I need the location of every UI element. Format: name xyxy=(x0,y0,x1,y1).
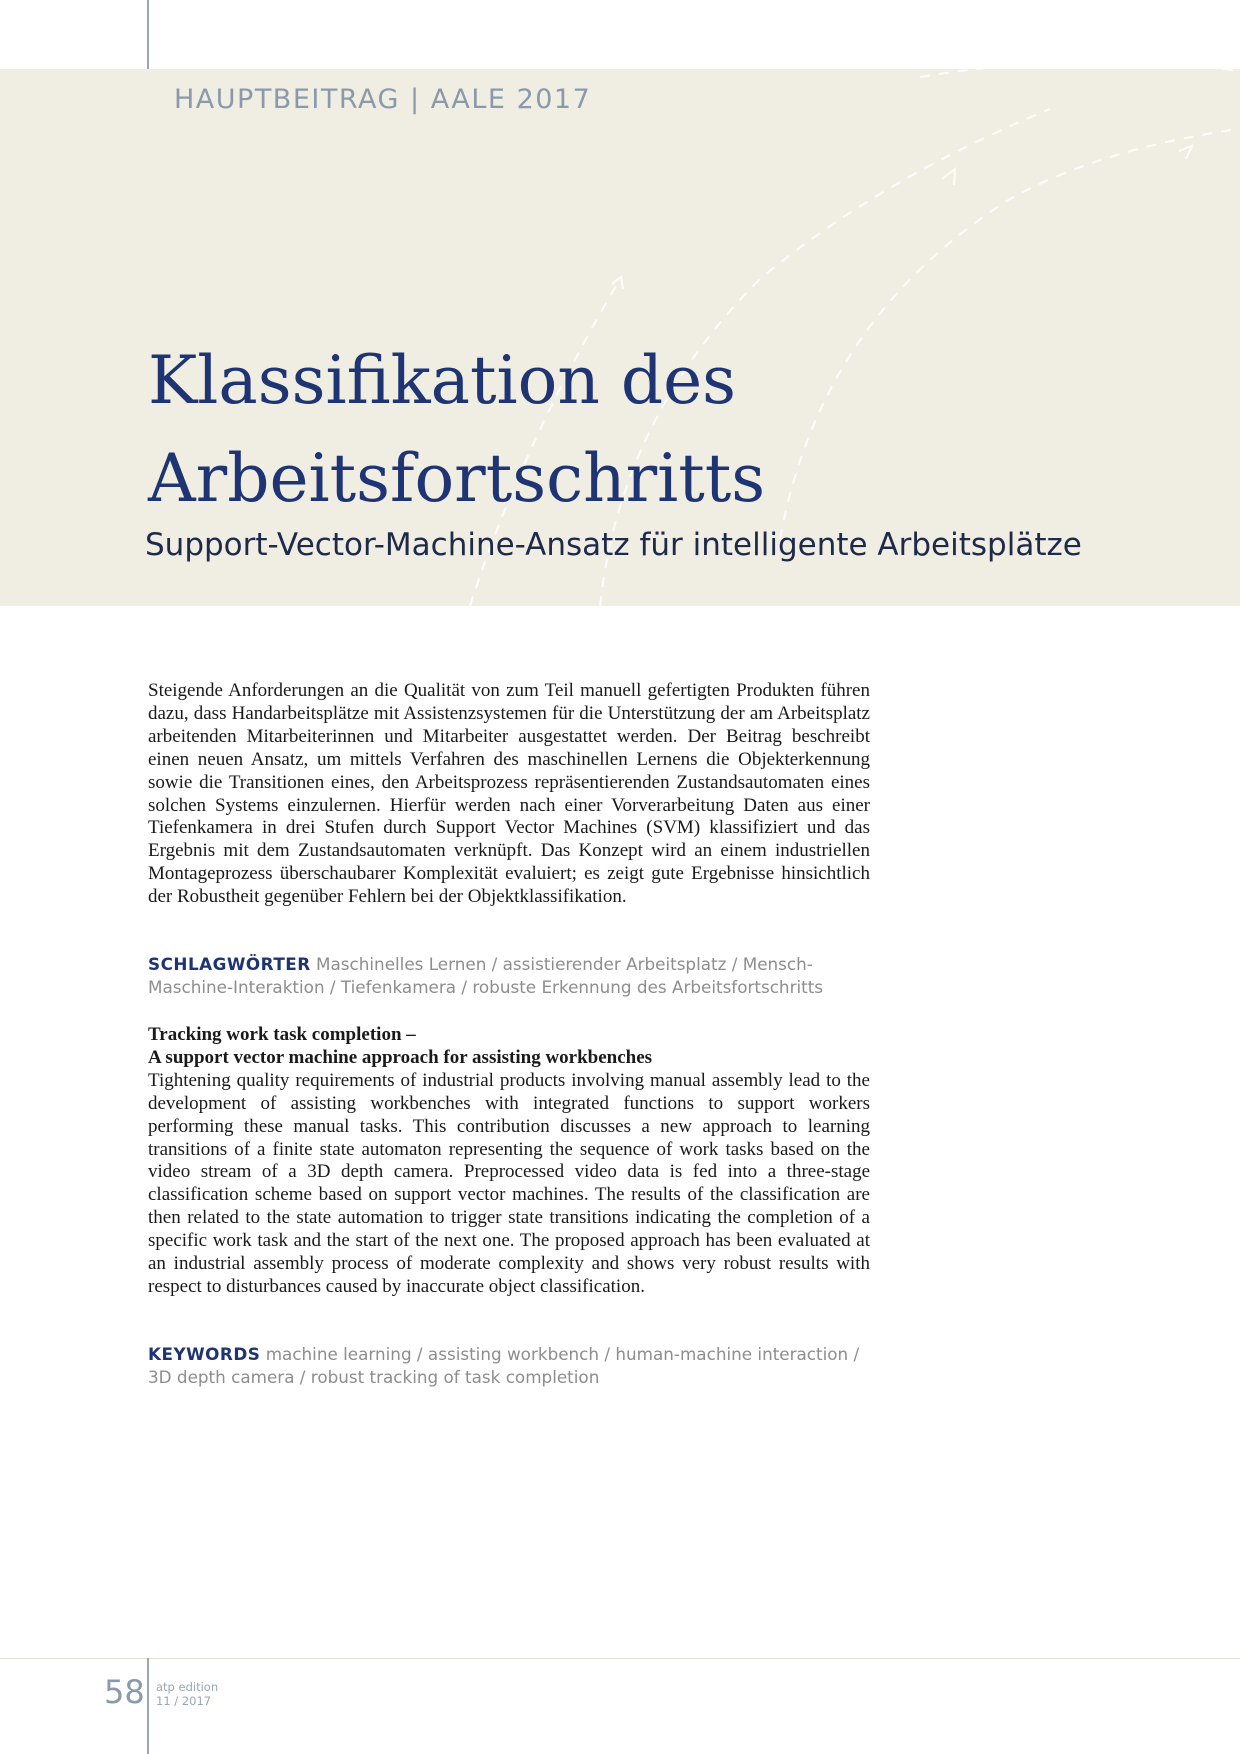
english-title-line1: Tracking work task completion – xyxy=(148,1024,416,1045)
article-title-line1: Klassifikation des xyxy=(148,342,737,419)
abstract-german: Steigende Anforderungen an die Qualität von zum Teil manuell gefertigten Produkten führen dazu, dass Handarbeitsplätze mit Assistenzsystemen für die Unterstützung der am Arbeitsplatz arbeitenden Mitarbeiterinnen und Mitarbeiter ausgestattet werden. Der Beitrag beschreibt einen neuen Ansatz, um mittels Verfahren des maschinellen Lernens die Objekterkennung sowie die Transitionen eines, den Arbeitsprozess repräsentierenden Zustandsautomaten eines solchen Systems einzulernen. Hierfür werden nach einer Vorverarbeitung Daten aus einer Tiefenkamera in drei Stufen durch Support Vector Machines (SVM) klassifiziert und das Ergebnis mit dem Zustandsautomaten verknüpft. Das Konzept wird an einem industriellen Montageprozess überschaubarer Komplexität evaluiert; es zeigt gute Ergebnisse hinsichtlich der Robustheit gegenüber Fehlern bei der Objektklassifikation. xyxy=(148,680,870,908)
section-header-label: HAUPTBEITRAG | AALE 2017 xyxy=(174,84,592,115)
abstract-english: Tightening quality requirements of industrial products involving manual assembly lead to the development of assisting workbenches with integrated functions to support workers performing these manual tasks. This contribution discusses a new approach to learning transitions of a finite state automaton representing the sequence of work tasks based on the video stream of a 3D depth camera. Preprocessed video data is fed into a three-stage classification scheme based on support vector machines. The results of the classification are then related to the state automation to trigger state transitions indicating the completion of a specific work task and the start of the next one. The proposed approach has been evaluated at an industrial assembly process of moderate complexity and shows very robust results with respect to disturbances caused by inaccurate object classification. xyxy=(148,1069,870,1297)
keywords-english-text: machine learning / assisting workbench / human-machine interaction / 3D depth camera / robust tracking of task completion xyxy=(148,1344,860,1387)
keywords-german-text: Maschinelles Lernen / assistierender Arbeitsplatz / Mensch-Maschine-Interaktion / Tiefenkamera / robuste Erkennung des Arbeitsfortschritts xyxy=(148,954,824,997)
publication-issue: 11 / 2017 xyxy=(156,1694,212,1708)
publication-name: atp edition xyxy=(156,1680,219,1694)
english-title-line2: A support vector machine approach for assisting workbenches xyxy=(148,1046,653,1068)
keywords-german xyxy=(148,953,870,999)
page-number: 58 xyxy=(104,1673,145,1711)
keywords-english xyxy=(148,1343,870,1389)
article-title xyxy=(148,332,1148,528)
article-title-line2: Arbeitsfortschritts xyxy=(148,440,766,517)
english-abstract-block xyxy=(148,1024,870,1299)
english-title xyxy=(148,1024,870,1070)
keywords-german-label: SCHLAGWÖRTER xyxy=(148,954,311,974)
keywords-english-label: KEYWORDS xyxy=(148,1344,261,1364)
bottom-vertical-rule xyxy=(147,1658,149,1754)
publication-info xyxy=(156,1680,218,1708)
footer-rule xyxy=(0,1658,1240,1659)
article-subtitle: Support-Vector-Machine-Ansatz für intelligente Arbeitsplätze xyxy=(145,527,1082,563)
